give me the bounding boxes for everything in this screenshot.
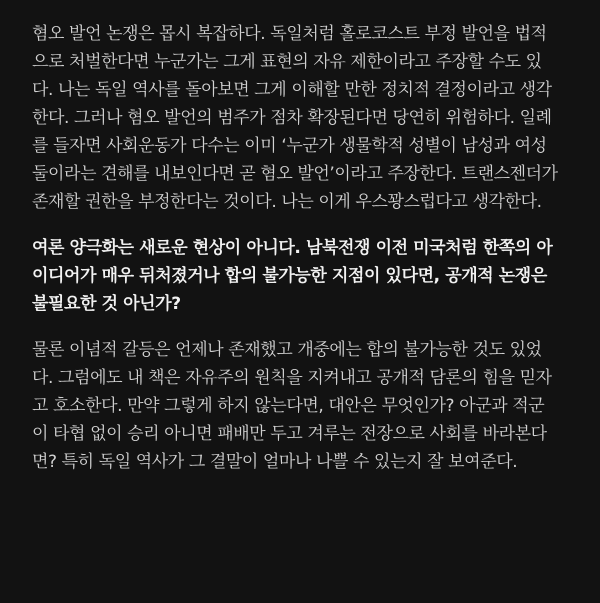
answer-paragraph: 혐오 발언 논쟁은 몹시 복잡하다. 독일처럼 홀로코스트 부정 발언을 법적 으로 처벌한다면 누군가는 그게 표현의 자유 제한이라고 주장할 수도 있 다. 나는 독일 역사를 돌아보면 그게 이해할 만한 정치적 결정이라고 생각 한다. 그러나 혐오 발언의 범주가 점차 확장된다면 당연히 위험하다. 일례 를 들자면 사회운동가 다수는 이미 ‘누군가 생물학적 성별이 남성과 여성 둘이라는 견해를 내보인다면 곧 혐오 발언’이라고 주장한다. 트랜스젠더가 존재할 권한을 부정한다는 것이다. 나는 이게 우스꽝스럽다고 생각한다. bbox=[32, 24, 558, 212]
answer-paragraph: 물론 이념적 갈등은 언제나 존재했고 개중에는 합의 불가능한 것도 있었 다. 그럼에도 내 책은 자유주의 원칙을 지켜내고 공개적 담론의 힘을 믿자 고 호소한다. 만약 그렇게 하지 않는다면, 대안은 무엇인가? 아군과 적군 이 타협 없이 승리 아니면 패배만 두고 겨루는 전장으로 사회를 바라본다 면? 특히 독일 역사가 그 결말이 얼마나 나쁠 수 있는지 잘 보여준다. bbox=[32, 340, 552, 472]
interview-question: 여론 양극화는 새로운 현상이 아니다. 남북전쟁 이전 미국처럼 한쪽의 아 이디어가 매우 뒤처졌거나 합의 불가능한 지점이 있다면, 공개적 논쟁은 불필요한 것 아닌가? bbox=[32, 238, 553, 314]
